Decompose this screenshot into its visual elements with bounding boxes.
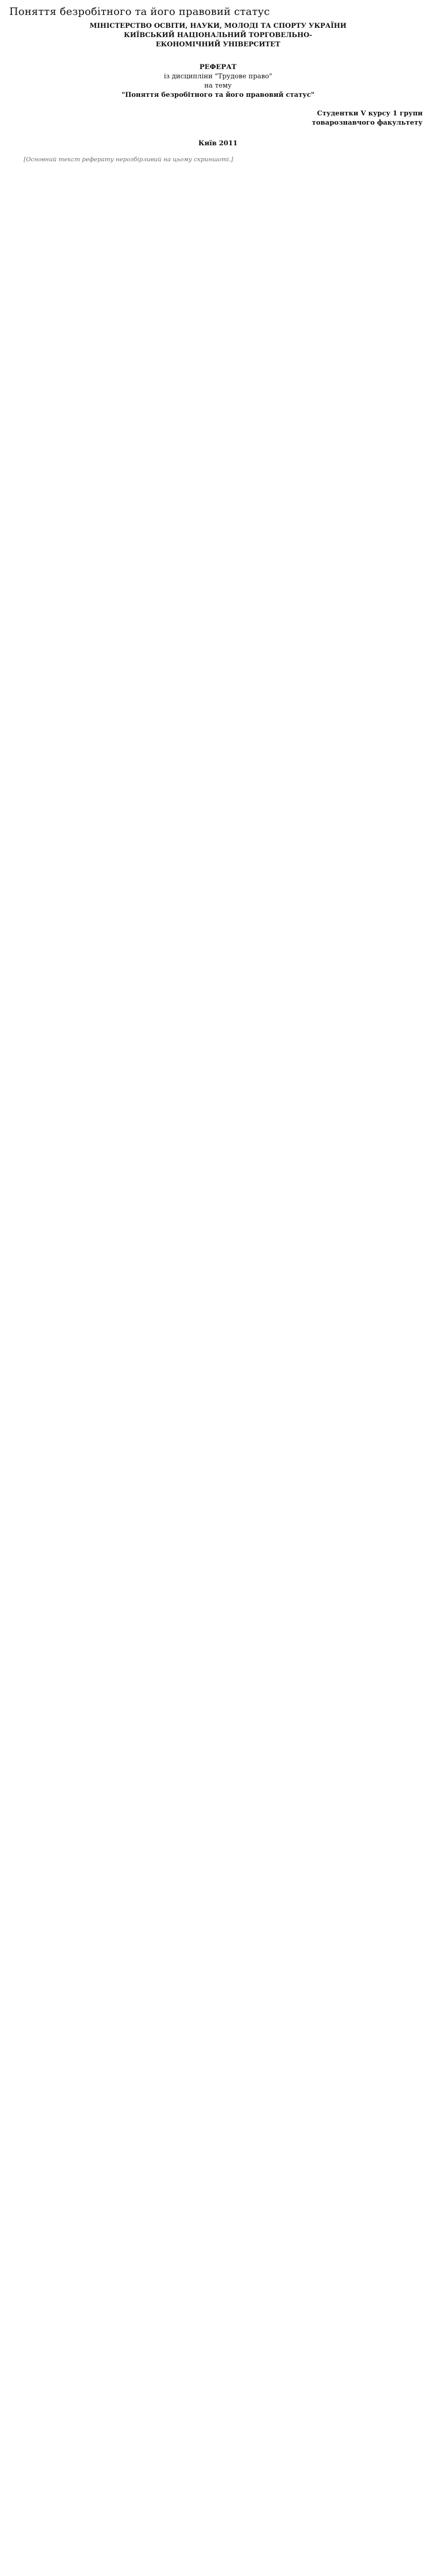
essay-body	[9, 156, 427, 164]
university-name-line-1: КИЇВСЬКИЙ НАЦІОНАЛЬНИЙ ТОРГОВЕЛЬНО-	[124, 31, 312, 39]
document-title: Поняття безробітного та його правовий статус	[9, 5, 270, 18]
body-placeholder: [Основний текст реферату нерозбірливий на цьому скриншоті.]	[24, 156, 233, 163]
report-title-block	[9, 63, 427, 100]
university-name-line-2: ЕКОНОМІЧНИЙ УНІВЕРСИТЕТ	[155, 41, 281, 48]
institution-header	[9, 22, 427, 49]
report-heading: РЕФЕРАТ	[199, 63, 237, 71]
author-line-2: товарознавчого факультету	[311, 119, 423, 127]
report-on-topic: на тему	[204, 82, 232, 90]
report-discipline: із дисципліни "Трудове право"	[164, 73, 272, 80]
report-topic: "Поняття безробітного та його правовий статус"	[121, 91, 315, 99]
ministry-name: МІНІСТЕРСТВО ОСВІТИ, НАУКИ, МОЛОДІ ТА СПОРТУ УКРАЇНИ	[89, 22, 347, 30]
author-block	[9, 109, 423, 128]
author-line-1: Студентки V курсу 1 групи	[317, 110, 423, 117]
city-year: Київ 2011	[198, 140, 238, 147]
